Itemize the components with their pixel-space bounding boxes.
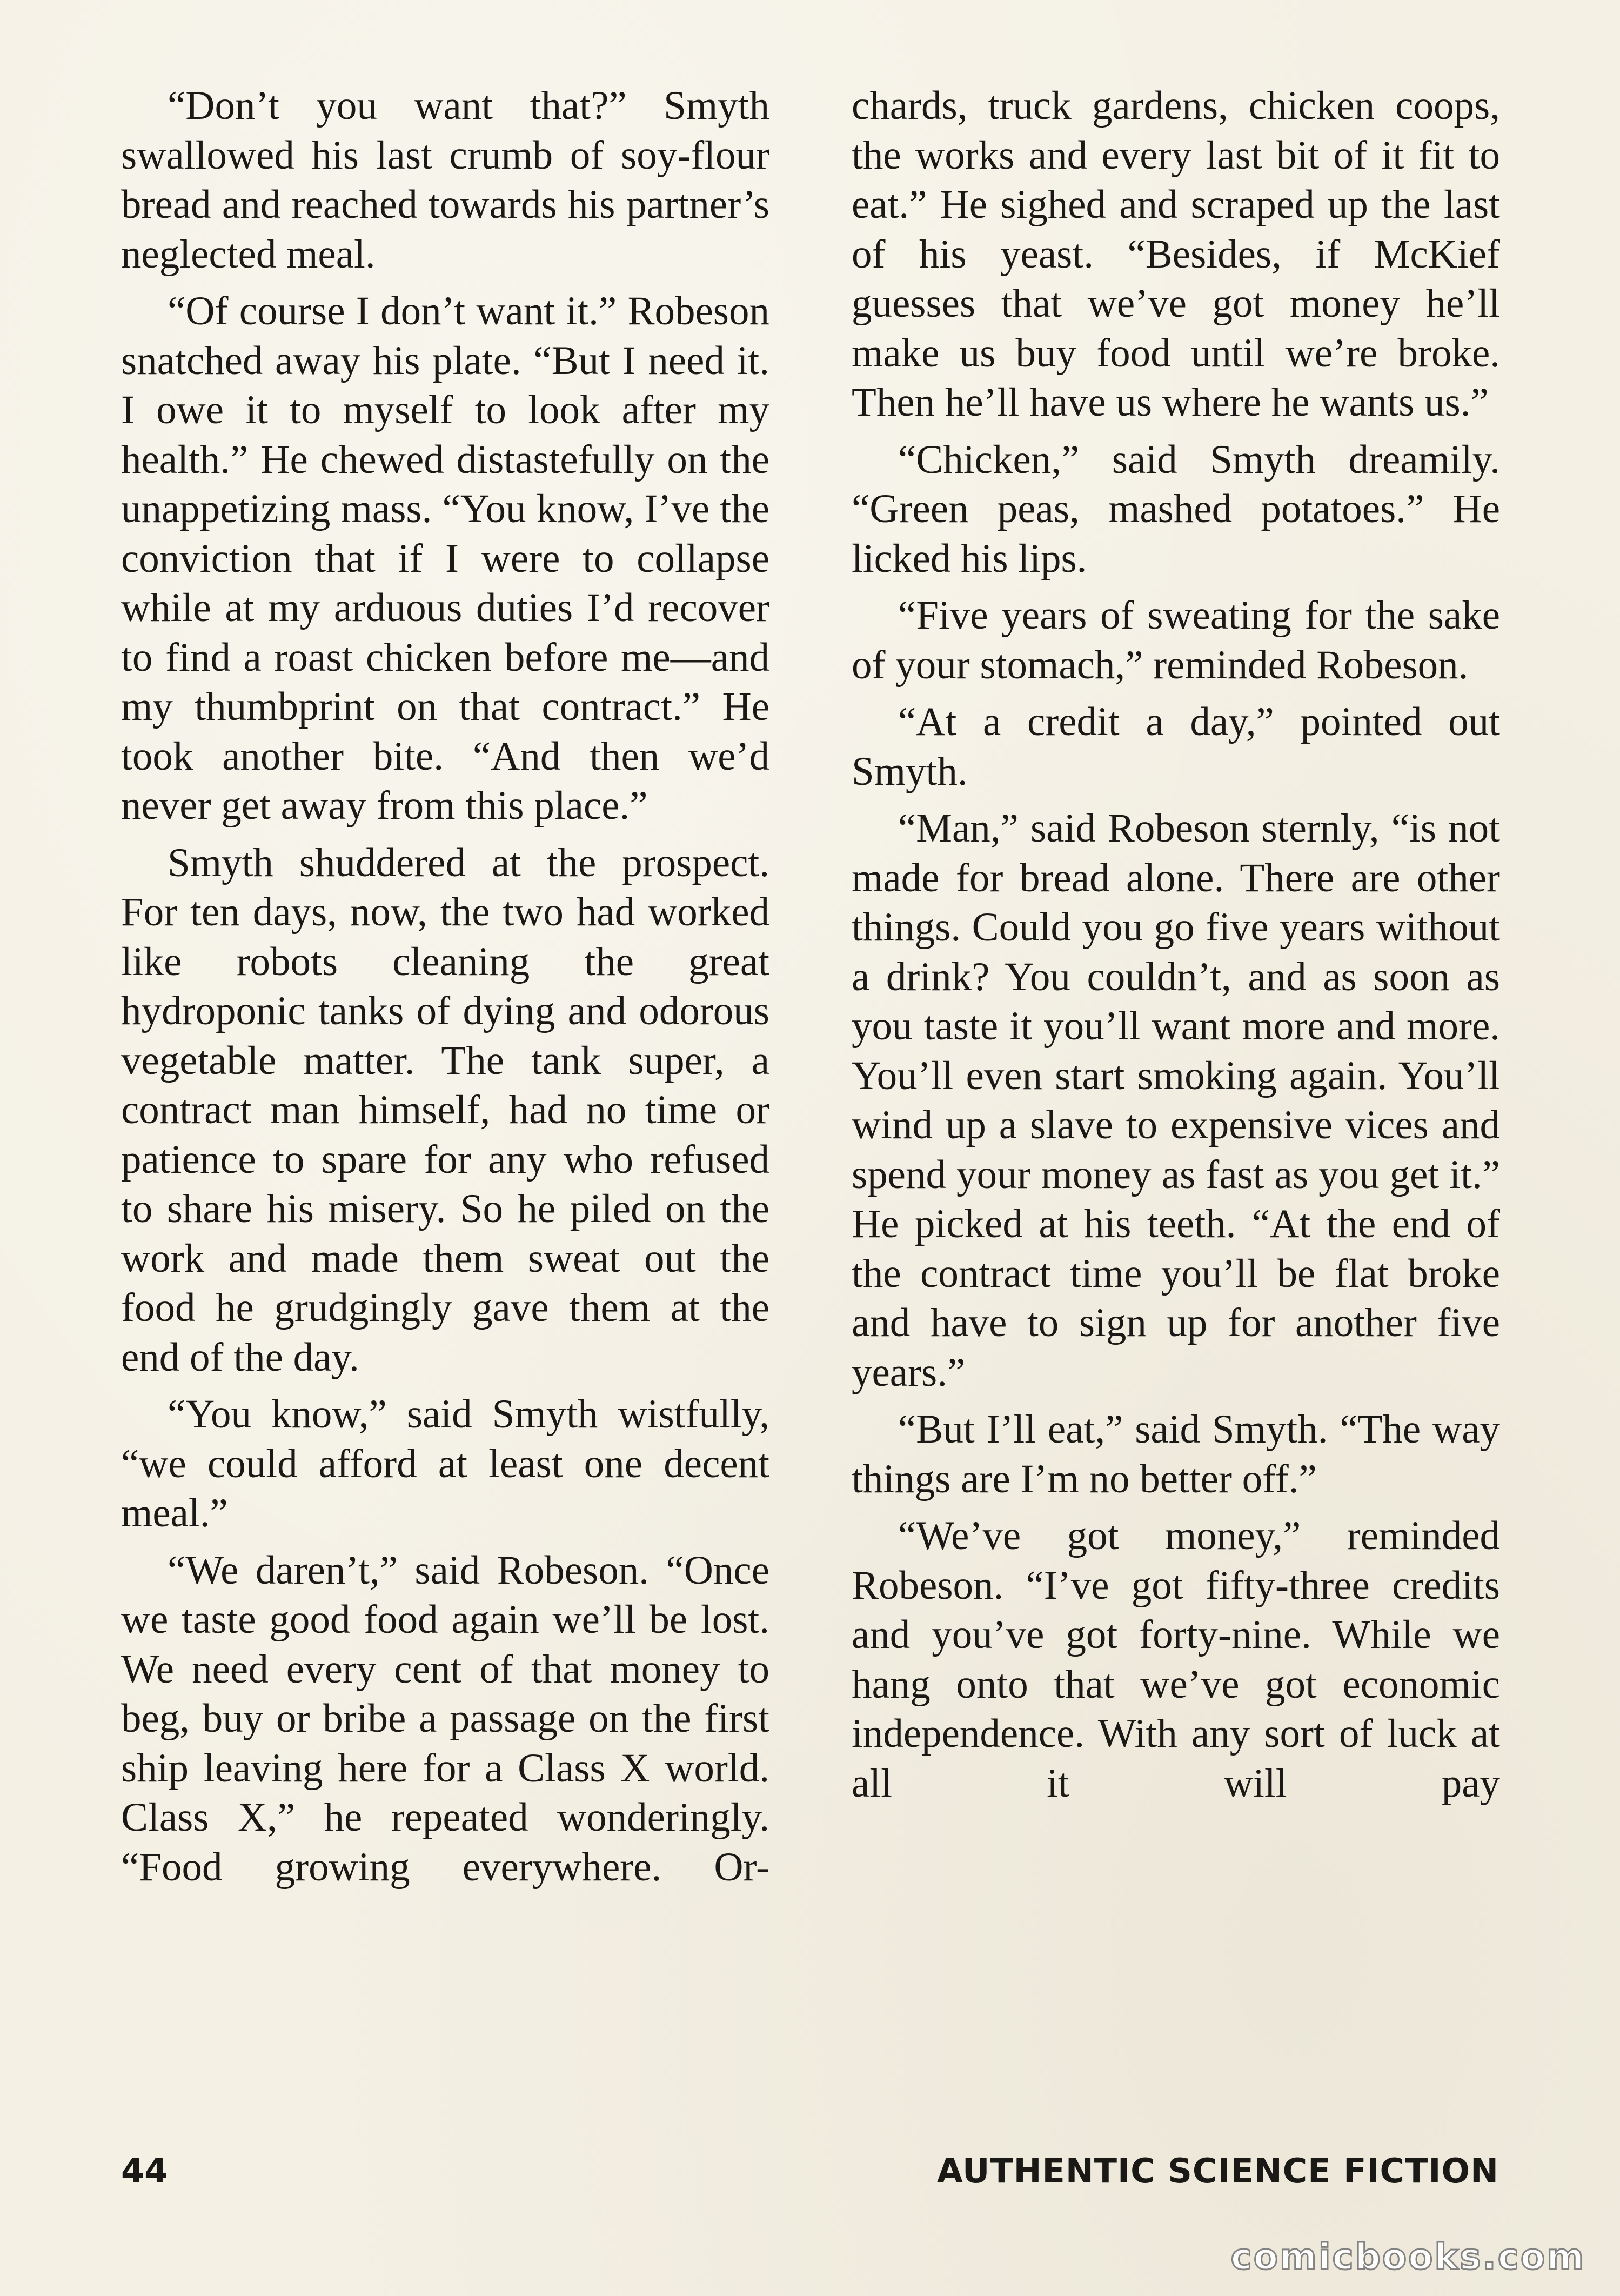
paragraph: chards, truck gardens, chicken coops, the works and every last bit of it fit to eat.” He sighed and scraped up the last of his yeast. “Besides, if McKief guesses that we’ve got money he’ll make us buy food until we’re broke. Then he’ll have us where he wants us.” xyxy=(852,83,1500,425)
paragraph: “You know,” said Smyth wistfully, “we could afford at least one decent meal.” xyxy=(121,1392,769,1536)
paragraph: “But I’ll eat,” said Smyth. “The way things are I’m no better off.” xyxy=(852,1407,1500,1501)
paragraph: “We’ve got money,” reminded Robeson. “I’ve got fifty-three credits and you’ve got forty-nine. While we hang onto that we’ve got economic independence. With any sort of luck at all it will pay xyxy=(852,1513,1500,1806)
paragraph: Smyth shuddered at the prospect. For ten days, now, the two had worked like robots cleaning the great hydroponic tanks of dying and odorous vegetable matter. The tank super, a contract man himself, had no time or patience to spare for any who refused to share his misery. So he piled on the work and made them sweat out the food he grudgingly gave them at the end of the day. xyxy=(121,840,769,1380)
paragraph: “Man,” said Robeson sternly, “is not made for bread alone. There are other things. Could you go five years without a drink? You couldn’t, and as soon as you taste it you’ll want more and more. You’ll even start smoking again. You’ll wind up a slave to expensive vices and spend your money as fast as you get it.” He picked at his teeth. “At the end of the contract time you’ll be flat broke and have to sign up for another five years.” xyxy=(852,806,1500,1395)
paragraph: “We daren’t,” said Robeson. “Once we taste good food again we’ll be lost. We need every cent of that money to beg, buy or bribe a passage on the first ship leaving here for a Class X world. Class X,” he repeated wonderingly. “Food growing everywhere. Or- xyxy=(121,1547,769,1890)
paragraph: “Don’t you want that?” Smyth swallowed his last crumb of soy-flour bread and reached towards his partner’s neglected meal. xyxy=(121,83,769,277)
paragraph: “Five years of sweating for the sake of your stomach,” reminded Robeson. xyxy=(852,593,1500,688)
paragraph: “Of course I don’t want it.” Robeson snatched away his plate. “But I need it. I owe it to myself to look after my health.” He chewed distastefully on the unappetizing mass. “You know, I’ve the conviction that if I were to collapse while at my arduous duties I’d recover to find a roast chicken before me—and my thumbprint on that contract.” He took another bite. “And then we’d never get away from this place.” xyxy=(121,289,769,828)
paragraph: “Chicken,” said Smyth dreamily. “Green peas, mashed potatoes.” He licked his lips. xyxy=(852,437,1500,581)
text-column-right xyxy=(852,81,1500,1816)
running-footer-title: AUTHENTIC SCIENCE FICTION xyxy=(936,2151,1499,2191)
page-number: 44 xyxy=(121,2151,168,2191)
paragraph: “At a credit a day,” pointed out Smyth. xyxy=(852,699,1500,794)
watermark: comicbooks.com xyxy=(1230,2236,1585,2278)
text-column-left xyxy=(121,81,769,1899)
